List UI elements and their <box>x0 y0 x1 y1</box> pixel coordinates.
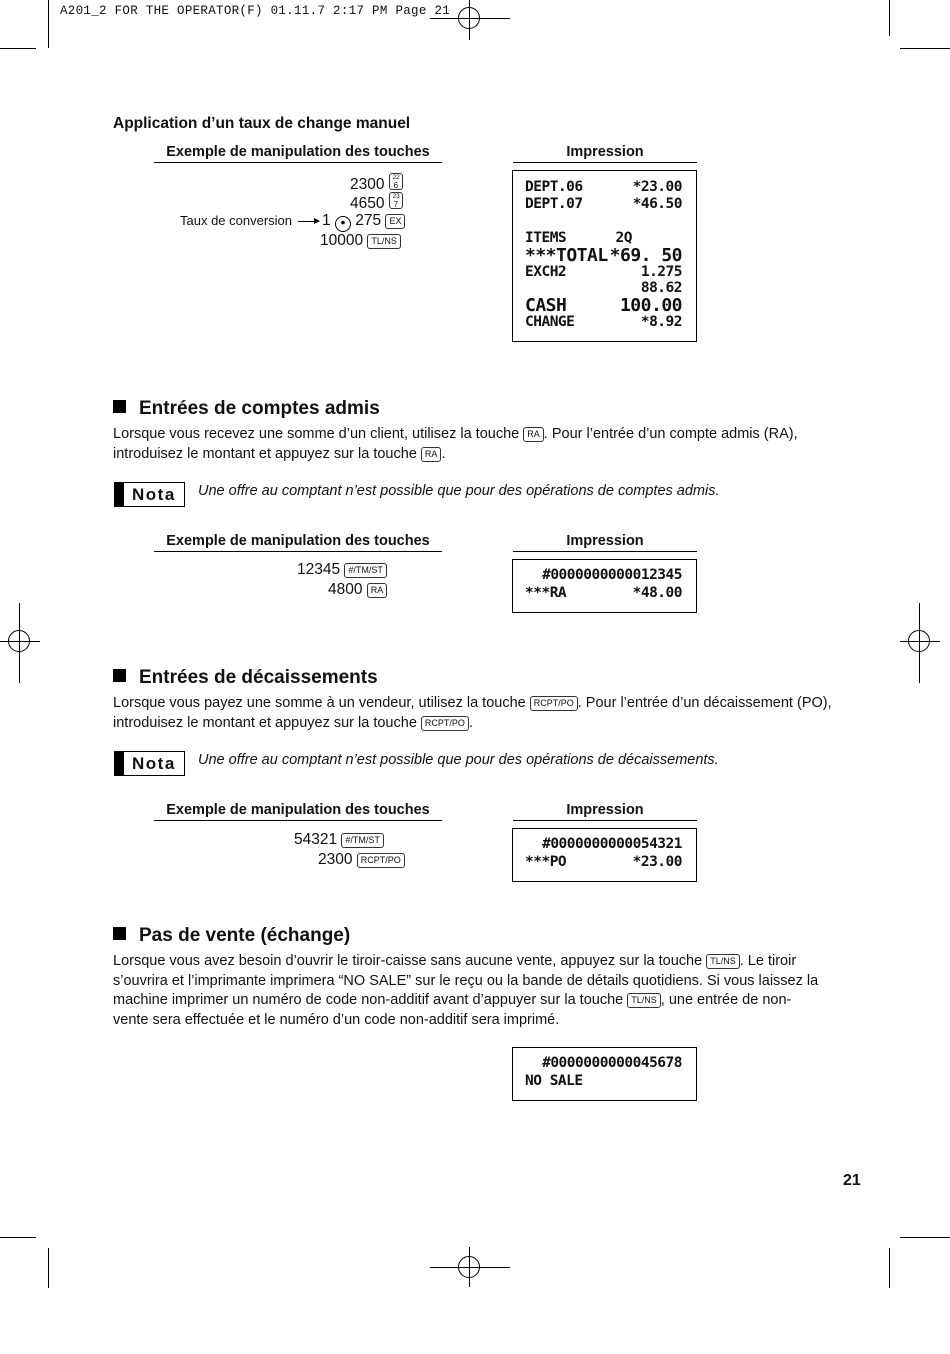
tm-st-key: #/TM/ST <box>344 563 387 578</box>
page-number: 21 <box>843 1172 861 1189</box>
receipt-po <box>512 828 697 882</box>
receipt-line: ***PO *23.00 <box>525 854 682 870</box>
nota-badge: Nota <box>114 751 185 776</box>
key-line <box>294 831 384 849</box>
receipt-line: DEPT.06 *23.00 <box>525 179 682 195</box>
crop-mark <box>900 48 950 49</box>
nota-text: Une offre au comptant n’est possible que pour des opérations de comptes admis. <box>198 483 720 499</box>
ra-paragraph: Lorsque vous recevez une somme d’un client, utilisez la touche RA . Pour l’entrée d’un compte admis (RA), introduisez le montant et appuyez sur la touche RA . <box>113 426 798 462</box>
bullet-square-icon <box>113 927 126 940</box>
receipt-line: EXCH2 1.275 <box>525 264 682 280</box>
receipt-line: 88.62 <box>640 280 682 296</box>
section-title-ra: Entrées de comptes admis <box>113 398 380 420</box>
key-line <box>322 212 405 232</box>
receipt-line: CHANGE *8.92 <box>525 314 682 330</box>
receipt-nosale <box>512 1047 697 1101</box>
crop-mark <box>48 1248 49 1288</box>
nota-badge: Nota <box>114 482 185 507</box>
tm-st-key: #/TM/ST <box>341 833 384 848</box>
receipt-line: ***TOTAL *69. 50 <box>525 245 682 266</box>
section-title-nosale: Pas de vente (échange) <box>113 925 350 947</box>
amount: 275 <box>355 212 382 229</box>
key-line <box>350 173 403 194</box>
amount: 12345 <box>297 561 341 578</box>
nosale-paragraph: Lorsque vous avez besoin d’ouvrir le tiroir-caisse sans aucune vente, appuyez sur la touche TL/NS . Le tiroir s’ouvrira et l’imprimante imprimera “NO SALE” sur le reçu ou la bande de détails quotidiens. Si vous laissez la machine imprimer un numéro de code non-additif avant d’appuyer sur la touche TL/NS , une entrée de non- vente sera effectuée et le numéro d’un code non-additif sera imprimé. <box>113 953 819 1028</box>
bullet-square-icon <box>113 400 126 413</box>
key-line <box>318 851 405 869</box>
key-line <box>350 192 403 213</box>
receipt-exchange <box>512 170 697 342</box>
print-heading: Impression <box>513 533 697 552</box>
decimal-point-key: • <box>335 216 351 232</box>
amount: 2300 <box>350 176 385 193</box>
ra-key: RA <box>421 447 442 462</box>
rcpt-po-key: RCPT/PO <box>421 716 469 731</box>
crop-mark <box>0 48 36 49</box>
conversion-rate-label: Taux de conversion <box>180 213 293 228</box>
section-title-po: Entrées de décaissements <box>113 667 378 689</box>
rcpt-po-key: RCPT/PO <box>357 853 405 868</box>
amount: 10000 <box>320 232 364 249</box>
crop-mark <box>48 0 49 48</box>
registration-circle <box>458 7 480 29</box>
receipt-line: NO SALE <box>525 1073 583 1089</box>
registration-circle <box>908 630 930 652</box>
amount: 4650 <box>350 195 385 212</box>
keys-heading: Exemple de manipulation des touches <box>154 533 442 552</box>
arrow-icon <box>298 221 318 222</box>
receipt-line: DEPT.07 *46.50 <box>525 196 682 212</box>
receipt-line: ***RA *48.00 <box>525 585 682 601</box>
dept-7-key: 23 7 <box>389 192 403 209</box>
keys-heading: Exemple de manipulation des touches <box>154 144 442 163</box>
receipt-line: #0000000000045678 <box>542 1055 682 1071</box>
print-heading: Impression <box>513 144 697 163</box>
key-line <box>328 581 387 599</box>
receipt-line: #0000000000054321 <box>542 836 682 852</box>
print-heading: Impression <box>513 802 697 821</box>
amount: 4800 <box>328 581 363 598</box>
print-header: A201_2 FOR THE OPERATOR(F) 01.11.7 2:17 PM Page 21 <box>60 4 451 18</box>
key-line <box>320 232 401 250</box>
crop-mark <box>900 1237 950 1238</box>
dept-6-key: 22 6 <box>389 173 403 190</box>
po-paragraph: Lorsque vous payez une somme à un vendeur, utilisez la touche RCPT/PO . Pour l’entrée d’un décaissement (PO), introduisez le montant et appuyez sur la touche RCPT/PO . <box>113 695 832 731</box>
amount: 2300 <box>318 851 353 868</box>
ra-key: RA <box>367 583 388 598</box>
tl-ns-key: TL/NS <box>706 954 740 969</box>
receipt-line: ITEMS 2Q <box>525 230 632 246</box>
crop-mark <box>889 0 890 36</box>
registration-circle <box>8 630 30 652</box>
key-line <box>297 561 387 579</box>
exchange-title: Application d’un taux de change manuel <box>113 115 411 132</box>
crop-mark <box>889 1248 890 1288</box>
keys-heading: Exemple de manipulation des touches <box>154 802 442 821</box>
rcpt-po-key: RCPT/PO <box>530 696 578 711</box>
ex-key: EX <box>385 214 405 229</box>
amount: 54321 <box>294 831 338 848</box>
receipt-ra <box>512 559 697 613</box>
receipt-line: CASH 100.00 <box>525 295 682 316</box>
tl-ns-key: TL/NS <box>367 234 401 249</box>
crop-mark <box>0 1237 36 1238</box>
ra-key: RA <box>523 427 544 442</box>
receipt-line: #0000000000012345 <box>542 567 682 583</box>
registration-circle <box>458 1256 480 1278</box>
nota-text: Une offre au comptant n’est possible que pour des opérations de décaissements. <box>198 752 719 768</box>
amount: 1 <box>322 212 331 229</box>
bullet-square-icon <box>113 669 126 682</box>
tl-ns-key: TL/NS <box>627 993 661 1008</box>
